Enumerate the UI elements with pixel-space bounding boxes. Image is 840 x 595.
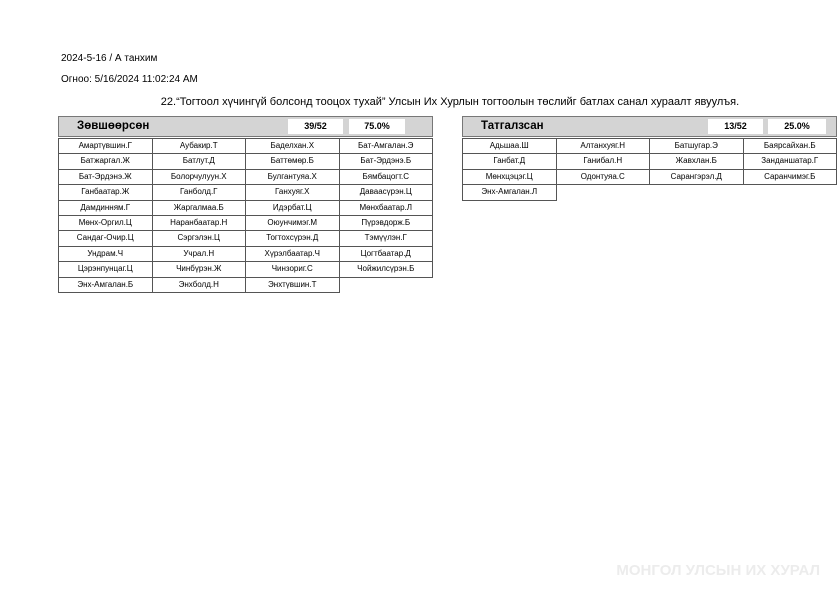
- member-cell: Чойжилсүрэн.Б: [339, 261, 434, 277]
- member-cell: Одонтуяа.С: [556, 169, 651, 185]
- member-cell: Чинбүрэн.Ж: [152, 261, 247, 277]
- member-cell: Болорчулуун.Х: [152, 169, 247, 185]
- approved-header: [58, 116, 433, 137]
- member-cell: Саранчимэг.Б: [743, 169, 838, 185]
- vote-title: 22.“Тогтоол хүчингүй болсонд тооцох тухай” Улсын Их Хурлын тогтоолын төслийг батлах санал хураалт явуулъя.: [160, 96, 740, 108]
- member-cell: Ганибал.Н: [556, 153, 651, 169]
- member-cell: Тэмүүлэн.Г: [339, 230, 434, 246]
- member-cell: Ганхуяг.Х: [245, 184, 340, 200]
- approved-members-grid: [58, 138, 433, 292]
- member-cell: Булгантуяа.Х: [245, 169, 340, 185]
- member-cell: Бат-Эрдэнэ.Ж: [58, 169, 153, 185]
- member-cell: Адьшаа.Ш: [462, 138, 557, 154]
- member-cell: Батшугар.Э: [649, 138, 744, 154]
- member-cell: Цэрэнпунцаг.Ц: [58, 261, 153, 277]
- rejected-members-grid: [462, 138, 837, 200]
- member-cell: Батлут.Д: [152, 153, 247, 169]
- member-cell: Баярсайхан.Б: [743, 138, 838, 154]
- watermark: МОНГОЛ УЛСЫН ИХ ХУРАЛ: [616, 562, 820, 579]
- member-cell: Цогтбаатар.Д: [339, 246, 434, 262]
- member-cell: Энх-Амгалан.Б: [58, 277, 153, 293]
- approved-block: [58, 116, 433, 292]
- member-cell: Сарангэрэл.Д: [649, 169, 744, 185]
- member-cell: Ундрам.Ч: [58, 246, 153, 262]
- member-cell: Мөнхцэцэг.Ц: [462, 169, 557, 185]
- member-cell: Ганболд.Г: [152, 184, 247, 200]
- timestamp-line: Огноо: 5/16/2024 11:02:24 AM: [61, 74, 198, 85]
- member-cell: Амартүвшин.Г: [58, 138, 153, 154]
- member-cell: Дамдинням.Г: [58, 200, 153, 216]
- approved-percent: 75.0%: [349, 119, 405, 134]
- rejected-label: Татгалзсан: [481, 120, 544, 132]
- member-cell: Сэргэлэн.Ц: [152, 230, 247, 246]
- member-cell: Тогтохсүрэн.Д: [245, 230, 340, 246]
- member-cell: Занданшатар.Г: [743, 153, 838, 169]
- member-cell: Алтанхуяг.Н: [556, 138, 651, 154]
- member-cell: Энхтүвшин.Т: [245, 277, 340, 293]
- date-hall-line: 2024-5-16 / А танхим: [61, 53, 158, 64]
- member-cell: Энхболд.Н: [152, 277, 247, 293]
- member-cell: Бямбацогт.С: [339, 169, 434, 185]
- member-cell: Оюунчимэг.М: [245, 215, 340, 231]
- member-cell: Наранбаатар.Н: [152, 215, 247, 231]
- member-cell: Жавхлан.Б: [649, 153, 744, 169]
- member-cell: Учрал.Н: [152, 246, 247, 262]
- member-cell: Хүрэлбаатар.Ч: [245, 246, 340, 262]
- member-cell: Бат-Амгалан.Э: [339, 138, 434, 154]
- approved-count: 39/52: [288, 119, 343, 134]
- member-cell: Энх-Амгалан.Л: [462, 184, 557, 200]
- rejected-header: [462, 116, 837, 137]
- member-cell: Баделхан.Х: [245, 138, 340, 154]
- member-cell: Аубакир.Т: [152, 138, 247, 154]
- member-cell: Даваасүрэн.Ц: [339, 184, 434, 200]
- rejected-percent: 25.0%: [768, 119, 826, 134]
- member-cell: Бат-Эрдэнэ.Б: [339, 153, 434, 169]
- member-cell: Пүрэвдорж.Б: [339, 215, 434, 231]
- member-cell: Чинзориг.С: [245, 261, 340, 277]
- rejected-count: 13/52: [708, 119, 763, 134]
- member-cell: Ганбаатар.Ж: [58, 184, 153, 200]
- member-cell: Сандаг-Очир.Ц: [58, 230, 153, 246]
- member-cell: Идэрбат.Ц: [245, 200, 340, 216]
- member-cell: Батжаргал.Ж: [58, 153, 153, 169]
- approved-label: Зөвшөөрсөн: [77, 120, 150, 132]
- member-cell: Жаргалмаа.Б: [152, 200, 247, 216]
- member-cell: Мөнхбаатар.Л: [339, 200, 434, 216]
- rejected-block: [462, 116, 837, 200]
- member-cell: Мөнх-Оргил.Ц: [58, 215, 153, 231]
- member-cell: Ганбат.Д: [462, 153, 557, 169]
- member-cell: Баттөмөр.Б: [245, 153, 340, 169]
